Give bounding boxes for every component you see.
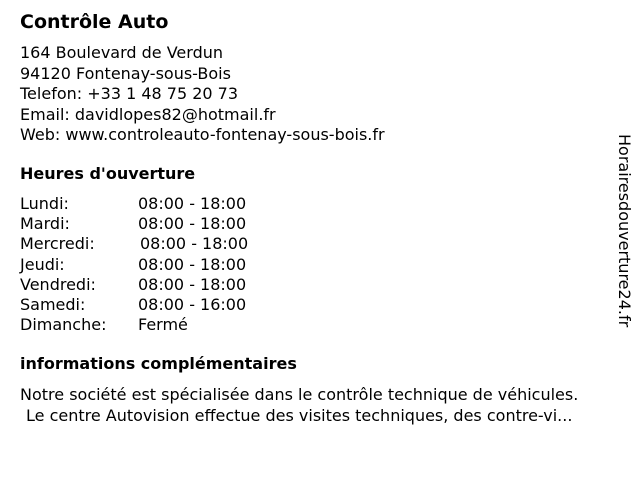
- time-value: 08:00 - 18:00: [138, 214, 247, 234]
- web-line: Web: www.controleauto-fontenay-sous-bois.fr: [20, 125, 385, 144]
- email-line: Email: davidlopes82@hotmail.fr: [20, 104, 276, 124]
- time-value: 08:00 - 18:00: [140, 234, 249, 254]
- time-value: 08:00 - 18:00: [138, 254, 247, 274]
- time-value: 08:00 - 16:00: [138, 294, 247, 314]
- day-label: Mardi:: [20, 214, 70, 234]
- time-value: 08:00 - 18:00: [138, 194, 247, 213]
- address-line-city: 94120 Fontenay-sous-Bois: [20, 63, 231, 83]
- day-label: Jeudi:: [20, 254, 65, 274]
- day-label: Vendredi:: [20, 274, 96, 294]
- business-name: Contrôle Auto: [20, 11, 169, 33]
- side-brand-watermark: Horairesdouverture24.fr: [615, 134, 634, 328]
- phone-line: Telefon: +33 1 48 75 20 73: [20, 84, 239, 103]
- time-value: 08:00 - 18:00: [138, 274, 247, 294]
- hours-heading: Heures d'ouverture: [20, 164, 196, 183]
- day-label: Lundi:: [20, 194, 69, 213]
- info-line-2: Le centre Autovision effectue des visites techniques, des contre-vi...: [26, 406, 573, 425]
- day-label: Dimanche:: [20, 315, 107, 335]
- day-label: Samedi:: [20, 294, 86, 314]
- info-heading: informations complémentaires: [20, 354, 297, 373]
- time-value: Fermé: [138, 315, 188, 335]
- contact-block: [20, 43, 385, 146]
- info-text: [20, 384, 578, 426]
- address-line-street: 164 Boulevard de Verdun: [20, 43, 223, 62]
- day-label: Mercredi:: [20, 234, 95, 254]
- info-line-1: Notre société est spécialisée dans le contrôle technique de véhicules.: [20, 385, 579, 404]
